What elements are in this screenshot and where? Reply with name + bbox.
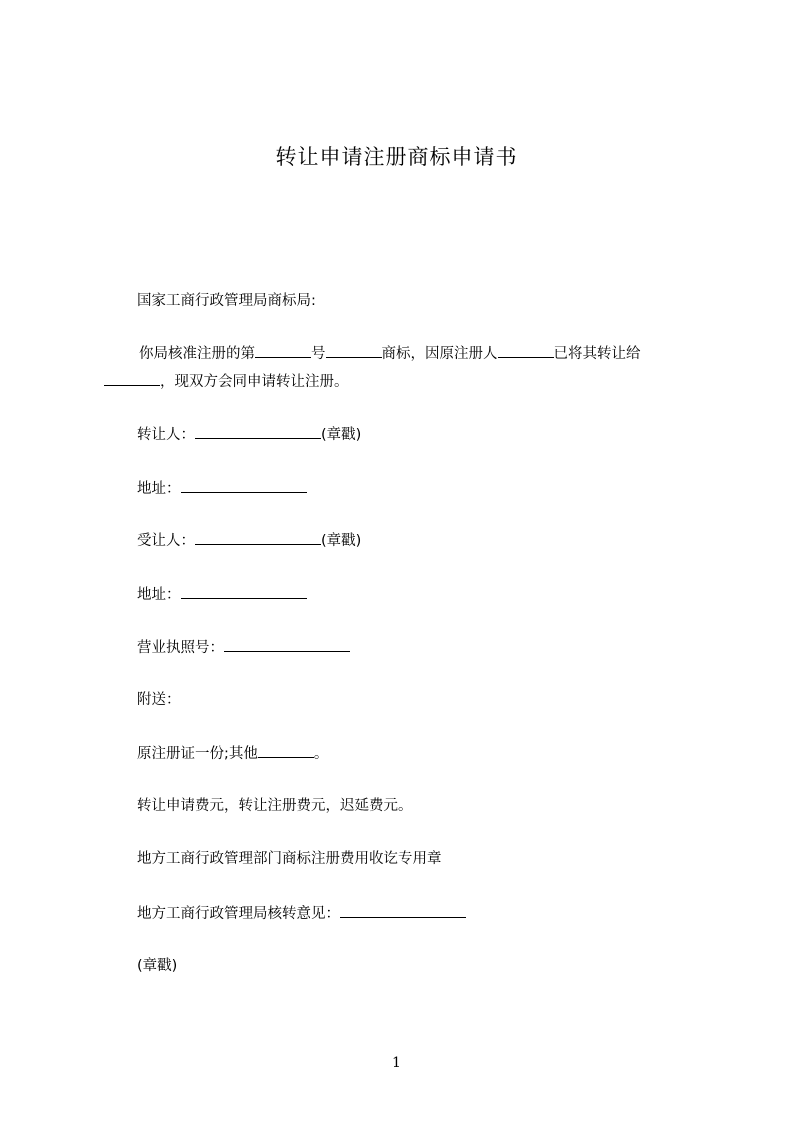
blank-registration-number (255, 343, 311, 358)
paragraph-text-3: 商标，因原注册人 (381, 346, 498, 362)
blank-original-registrant (498, 343, 554, 358)
transferor-address-line (137, 478, 307, 499)
transferor-seal: (章戳) (321, 427, 362, 443)
blank-license-number (224, 637, 350, 652)
address-label: 地址： (137, 481, 181, 497)
paragraph-text-1: 你局核准注册的第 (139, 346, 255, 362)
paragraph-text-2: 号 (311, 346, 326, 362)
transferee-address-line (137, 584, 307, 605)
paragraph-line-2 (104, 371, 349, 392)
document-title: 转让申请注册商标申请书 (275, 145, 518, 169)
final-seal: (章戳) (137, 958, 178, 974)
transferee-line (137, 530, 361, 551)
local-opinion-line (137, 903, 466, 924)
addressee: 国家工商行政管理局商标局: (137, 293, 316, 309)
original-cert-line (137, 743, 328, 764)
fees-line: 转让申请费元，转让注册费元，迟延费元。 (137, 798, 413, 814)
address-label: 地址： (137, 587, 181, 603)
blank-transferee-name (195, 530, 321, 545)
blank-transferor (195, 424, 321, 439)
transferee-label: 受让人： (137, 533, 195, 549)
blank-transferee-address (181, 584, 307, 599)
attached-label: 附送： (137, 692, 181, 708)
local-opinion-label: 地方工商行政管理局核转意见： (137, 906, 340, 922)
transferor-label: 转让人： (137, 427, 195, 443)
paragraph-text-5: ，现双方会同申请转让注册。 (160, 374, 349, 390)
original-cert-prefix: 原注册证一份;其他 (137, 746, 258, 762)
blank-transferor-address (181, 478, 307, 493)
blank-trademark (326, 343, 382, 358)
paragraph-line-1 (139, 343, 641, 364)
license-label: 营业执照号： (137, 640, 224, 656)
transferee-seal: (章戳) (321, 533, 362, 549)
transferor-line (137, 424, 361, 445)
license-line (137, 637, 350, 658)
blank-other (258, 743, 314, 758)
original-cert-suffix: 。 (313, 746, 329, 762)
local-stamp-line: 地方工商行政管理部门商标注册费用收讫专用章 (137, 851, 442, 867)
page-number: 1 (392, 1055, 401, 1071)
paragraph-text-4: 已将其转让给 (553, 346, 641, 362)
blank-transferee (104, 371, 160, 386)
blank-local-opinion (340, 903, 466, 918)
